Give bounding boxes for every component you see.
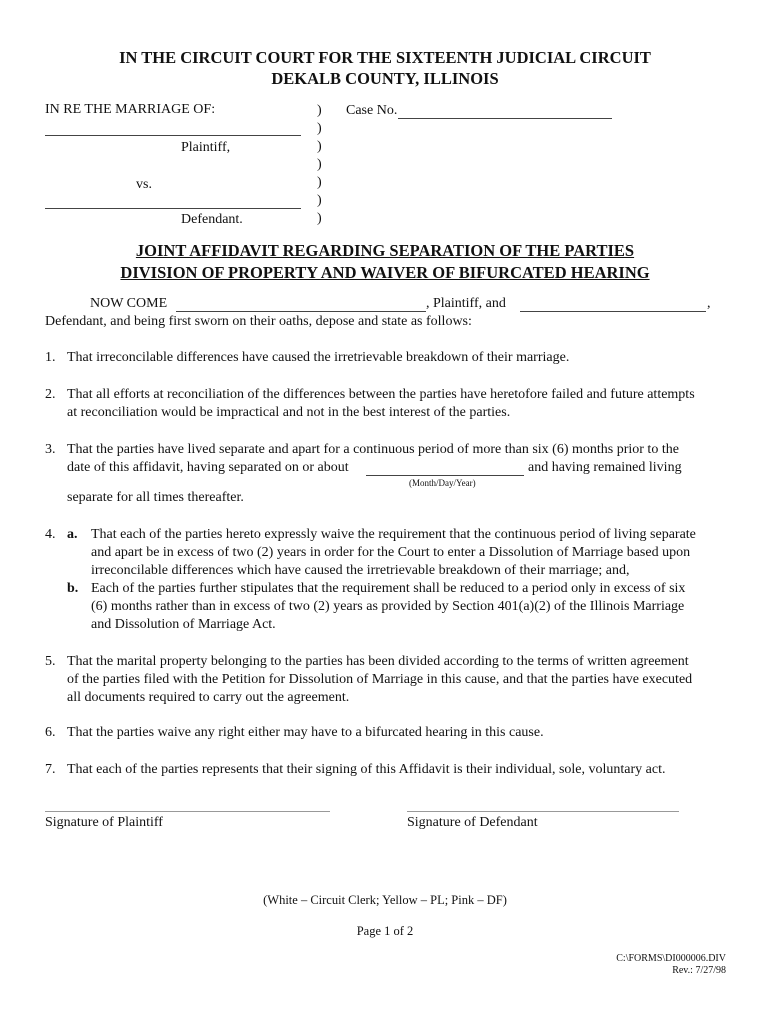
caption-paren: )	[317, 193, 322, 208]
item-3-line3: separate for all times thereafter.	[67, 490, 244, 505]
item-4b-line2: (6) months rather than in excess of two (2) years as provided by Section 401(a)(2) of the Illinois Marriage	[91, 599, 685, 614]
item-number: 6.	[45, 725, 56, 740]
item-3-line2b: and having remained living	[528, 460, 682, 475]
item-number: 1.	[45, 350, 56, 365]
now-come-label: NOW COME	[90, 296, 168, 311]
defendant-signature-label: Signature of Defendant	[407, 815, 538, 830]
intro-line2: Defendant, and being first sworn on their oaths, depose and state as follows:	[45, 314, 472, 329]
item-number: 3.	[45, 442, 56, 457]
in-re-label: IN RE THE MARRIAGE OF:	[45, 102, 216, 117]
copy-distribution-note: (White – Circuit Clerk; Yellow – PL; Pink – DF)	[263, 893, 507, 907]
caption-paren: )	[317, 139, 322, 154]
item-number: 2.	[45, 387, 56, 402]
item-6-text: That the parties waive any right either may have to a bifurcated hearing in this cause.	[67, 725, 544, 740]
item-2-line1: That all efforts at reconciliation of the differences between the parties have heretofore failed and future attempts	[67, 387, 695, 402]
item-4b-line3: and Dissolution of Marriage Act.	[91, 617, 276, 632]
defendant-signature-line[interactable]	[407, 811, 679, 812]
form-title-line2: DIVISION OF PROPERTY AND WAIVER OF BIFURCATED HEARING	[120, 263, 650, 282]
revision-date: Rev.: 7/27/98	[672, 965, 726, 976]
county-title: DEKALB COUNTY, ILLINOIS	[271, 69, 499, 88]
separation-date-field[interactable]	[366, 475, 524, 476]
plaintiff-signature-line[interactable]	[45, 811, 330, 812]
plaintiff-label: Plaintiff,	[181, 140, 231, 155]
item-number: 5.	[45, 654, 56, 669]
page-number: Page 1 of 2	[356, 924, 414, 938]
court-title: IN THE CIRCUIT COURT FOR THE SIXTEENTH JUDICIAL CIRCUIT	[119, 48, 651, 67]
plaintiff-name-field[interactable]	[176, 311, 426, 312]
plaintiff-name-line[interactable]	[45, 135, 301, 136]
item-4a-line3: irreconcilable differences which have caused the irretrievable breakdown of their marriage; and,	[91, 563, 630, 578]
caption-paren: )	[317, 175, 322, 190]
vs-label: vs.	[136, 177, 152, 192]
item-4a-line2: and apart be in excess of two (2) years in order for the Court to enter a Dissolution of Marriage based upon	[91, 545, 691, 560]
form-path: C:\FORMS\DI000006.DIV	[616, 953, 726, 964]
item-number: 7.	[45, 762, 56, 777]
item-4b-line1: Each of the parties further stipulates that the requirement shall be reduced to a period only in excess of six	[91, 581, 686, 596]
case-no-field[interactable]	[398, 118, 612, 119]
plaintiff-signature-label: Signature of Plaintiff	[45, 815, 163, 830]
case-no-label: Case No.	[346, 103, 398, 118]
item-3-line1: That the parties have lived separate and apart for a continuous period of more than six (6) months prior to the	[67, 442, 679, 457]
caption-paren: )	[317, 157, 322, 172]
form-title-line1: JOINT AFFIDAVIT REGARDING SEPARATION OF THE PARTIES	[135, 241, 635, 260]
item-4b-label: b.	[67, 581, 79, 596]
item-5-line1: That the marital property belonging to the parties has been divided according to the terms of written agreement	[67, 654, 689, 669]
caption-paren: )	[317, 211, 322, 226]
caption-paren: )	[317, 103, 322, 118]
item-number: 4.	[45, 527, 56, 542]
item-2-line2: at reconciliation would be impractical and not in the best interest of the parties.	[67, 405, 511, 420]
item-5-line3: all documents required to carry out the agreement.	[67, 690, 350, 705]
date-format-hint: (Month/Day/Year)	[409, 478, 476, 488]
defendant-name-line[interactable]	[45, 208, 301, 209]
item-7-text: That each of the parties represents that their signing of this Affidavit is their individual, sole, voluntary act.	[67, 762, 666, 777]
item-4a-line1: That each of the parties hereto expressly waive the requirement that the continuous period of living separate	[91, 527, 696, 542]
item-4a-label: a.	[67, 527, 78, 542]
defendant-name-field[interactable]	[520, 311, 706, 312]
intro-comma: ,	[707, 296, 711, 311]
defendant-label: Defendant.	[181, 212, 243, 227]
item-3-line2: date of this affidavit, having separated on or about	[67, 460, 349, 475]
plaintiff-and-text: , Plaintiff, and	[426, 296, 506, 311]
item-1-text: That irreconcilable differences have caused the irretrievable breakdown of their marriage.	[67, 350, 570, 365]
item-5-line2: of the parties filed with the Petition for Dissolution of Marriage in this cause, and that the parties have executed	[67, 672, 693, 687]
caption-paren: )	[317, 121, 322, 136]
